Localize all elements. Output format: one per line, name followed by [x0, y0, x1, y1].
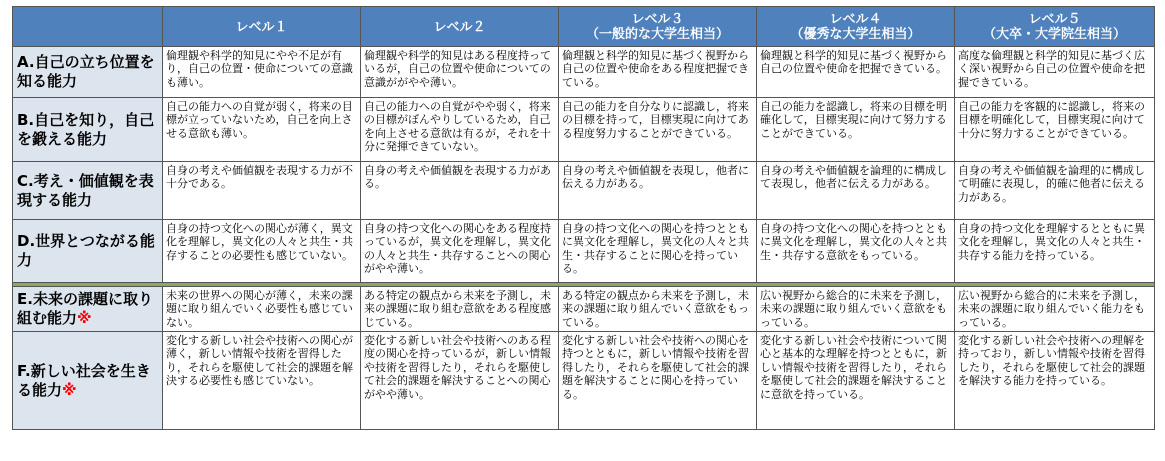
cell-d-level-4: 自身の持つ文化への関心を持つとともに異文化を理解し，異文化の人々と共生・共存する意欲をもっている。 — [757, 220, 955, 283]
cell-a-level-2: 倫理観や科学的知見はある程度持っているが，自己の位置や使命についての意識ががやや薄い。 — [361, 47, 559, 98]
cell-e-level-2: ある特定の観点から未来を予測し，未来の課題に取り組む意欲をある程度感じている。 — [361, 287, 559, 332]
cell-b-level-1: 自己の能力への自覚が弱く，将来の目標が立っていないため，自己を向上させる意欲も薄い。 — [163, 98, 361, 162]
cell-b-level-2: 自己の能力への自覚がやや弱く，将来の目標がぼんやりしているため，自己を向上させる意欲は有るが，それを十分に発揮できていない。 — [361, 98, 559, 162]
row-label-c: C.考え・価値観を表現する能力 — [17, 171, 154, 209]
cell-a-level-5: 高度な倫理観と科学的知見に基づく広く深い視野から自己の位置や使命を把握できている。 — [955, 47, 1155, 98]
level-5-subtitle: （大卒・大学院生相当） — [982, 27, 1126, 42]
cell-f-level-5: 変化する新しい社会や技術への理解を持っており，新しい情報や技術を習得したり，それらを駆使して社会的課題を解決する能力を持っている。 — [955, 332, 1155, 430]
table-row-e — [13, 287, 1155, 332]
row-label-d: D.世界とつながる能力 — [17, 232, 155, 269]
cell-c-level-4: 自身の考えや価値観を論理的に構成して表現し，他者に伝える力がある。 — [757, 162, 955, 220]
row-header-c — [13, 162, 163, 220]
level-3-subtitle: （一般的な大学生相当） — [585, 27, 729, 42]
header-level-5 — [955, 7, 1155, 47]
cell-c-level-2: 自身の考えや価値観を表現する力がある。 — [361, 162, 559, 220]
cell-d-level-5: 自身の持つ文化を理解するとともに異文化を理解し，異文化の人々と共生・共存する能力を持っている。 — [955, 220, 1155, 283]
row-header-e — [13, 287, 163, 332]
cell-a-level-4: 倫理観と科学的知見に基づく視野から自己の位置や使命を把握できている。 — [757, 47, 955, 98]
row-header-a — [13, 47, 163, 98]
rubric-container — [12, 6, 1154, 430]
cell-b-level-4: 自己の能力を認識し，将来の目標を明確化して，目標実現に向けて努力することができている。 — [757, 98, 955, 162]
cell-d-level-1: 自身の持つ文化への関心が薄く，異文化を理解し，異文化の人々と共生・共存することの必要性も感じていない。 — [163, 220, 361, 283]
header-level-1 — [163, 7, 361, 47]
header-level-2 — [361, 7, 559, 47]
row-label-b: B.自己を知り，自己を鍛える能力 — [17, 110, 155, 148]
cell-f-level-4: 変化する新しい社会や技術について関心と基本的な理解を持つとともに，新しい情報や技術を習得したり，それらを駆使して社会的課題を解決することに意欲を持っている。 — [757, 332, 955, 430]
cell-a-level-3: 倫理観と科学的知見に基づく視野から自己の位置や使命をある程度把握できている。 — [559, 47, 757, 98]
cell-d-level-2: 自身の持つ文化への関心をある程度持っているが，異文化を理解し，異文化の人々と共生・共存することへの関心がやや薄い。 — [361, 220, 559, 283]
cell-b-level-3: 自己の能力を自分なりに認識し，将来の目標を持って，目標実現に向けてある程度努力することができている。 — [559, 98, 757, 162]
cell-e-level-1: 未来の世界への関心が薄く，未来の課題に取り組んでいく必要性も感じていない。 — [163, 287, 361, 332]
table-header — [13, 7, 1155, 47]
cell-c-level-1: 自身の考えや価値観を表現する力が不十分である。 — [163, 162, 361, 220]
header-level-3 — [559, 7, 757, 47]
row-mark-f: ※ — [62, 380, 77, 399]
cell-e-level-3: ある特定の観点から未来を予測し，未来の課題に取り組んでいく意欲をもっている。 — [559, 287, 757, 332]
table-row-a — [13, 47, 1155, 98]
cell-f-level-2: 変化する新しい社会や技術へのある程度の関心を持っているが，新しい情報や技術を習得したり，それらを駆使して社会的課題を解決することへの関心がやや薄い。 — [361, 332, 559, 430]
row-header-d — [13, 220, 163, 283]
row-mark-e: ※ — [77, 309, 92, 327]
cell-f-level-3: 変化する新しい社会や技術への関心を持つとともに，新しい情報や技術を習得したり，それらを駆使して社会的課題を解決することに関心を持っている。 — [559, 332, 757, 430]
level-4-subtitle: （優秀な大学生相当） — [790, 27, 921, 42]
cell-c-level-3: 自身の考えや価値観を表現し，他者に伝える力がある。 — [559, 162, 757, 220]
row-header-b — [13, 98, 163, 162]
header-level-4 — [757, 7, 955, 47]
table-row-f — [13, 332, 1155, 430]
table-row-d — [13, 220, 1155, 283]
row-label-e: E.未来の課題に取り組む能力 — [17, 290, 153, 327]
table-row-b — [13, 98, 1155, 162]
header-corner-cell — [13, 7, 163, 47]
level-5-title: レベル５ — [1028, 12, 1081, 27]
level-4-title: レベル４ — [829, 12, 882, 27]
header-row — [13, 7, 1155, 47]
cell-e-level-5: 広い視野から総合的に未来を予測し，未来の課題に取り組んでいく能力をもっている。 — [955, 287, 1155, 332]
cell-d-level-3: 自身の持つ文化への関心を持つとともに異文化を理解し，異文化の人々と共生・共存することに関心を持っている。 — [559, 220, 757, 283]
level-3-title: レベル３ — [631, 12, 684, 27]
row-header-f — [13, 332, 163, 430]
row-label-a: A.自己の立ち位置を知る能力 — [17, 53, 155, 90]
level-2-title: レベル２ — [433, 19, 486, 35]
cell-e-level-4: 広い視野から総合的に未来を予測し，未来の課題に取り組んでいく意欲をもっている。 — [757, 287, 955, 332]
table-row-c — [13, 162, 1155, 220]
cell-b-level-5: 自己の能力を客観的に認識し，将来の目標を明確化して，目標実現に向けて十分に努力することができている。 — [955, 98, 1155, 162]
rubric-table — [12, 6, 1155, 430]
cell-f-level-1: 変化する新しい社会や技術への関心が薄く，新しい情報や技術を習得したり，それらを駆使して社会的課題を解決する必要性も感じていない。 — [163, 332, 361, 430]
cell-c-level-5: 自身の考えや価値観を論理的に構成して明確に表現し，的確に他者に伝える力がある。 — [955, 162, 1155, 220]
level-1-title: レベル１ — [235, 19, 288, 35]
row-label-f: F.新しい社会を生きる能力 — [17, 361, 151, 399]
cell-a-level-1: 倫理観や科学的知見にやや不足が有り，自己の位置・使命についての意識も薄い。 — [163, 47, 361, 98]
table-body — [13, 47, 1155, 430]
